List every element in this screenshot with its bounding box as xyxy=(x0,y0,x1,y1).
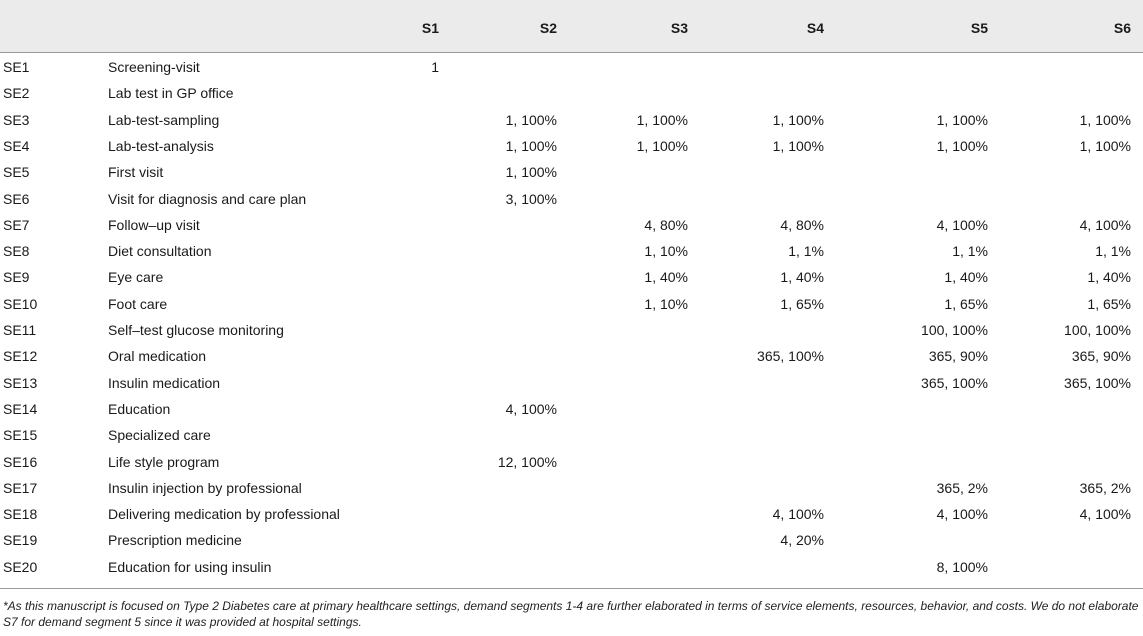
value-cell-s5: 1, 65% xyxy=(944,296,988,312)
value-cell-s6: 365, 2% xyxy=(1079,480,1131,496)
value-cell-s3: 1, 40% xyxy=(644,269,688,285)
row-id-cell: SE8 xyxy=(3,243,30,259)
value-cell-s4: 1, 100% xyxy=(772,112,824,128)
row-id-cell: SE4 xyxy=(3,138,30,154)
value-cell-s5: 365, 100% xyxy=(921,375,988,391)
value-cell-s2: 4, 100% xyxy=(505,401,557,417)
service-element-name-cell: Education for using insulin xyxy=(108,559,272,575)
value-cell-s3: 1, 100% xyxy=(636,112,688,128)
value-cell-s4: 4, 20% xyxy=(780,532,824,548)
value-cell-s4: 1, 65% xyxy=(780,296,824,312)
value-cell-s6: 1, 100% xyxy=(1079,138,1131,154)
service-element-name-cell: Screening-visit xyxy=(108,59,200,75)
value-cell-s4: 1, 1% xyxy=(788,243,824,259)
row-id-cell: SE7 xyxy=(3,217,30,233)
service-element-name-cell: Follow–up visit xyxy=(108,217,200,233)
value-cell-s5: 1, 1% xyxy=(952,243,988,259)
row-id-cell: SE17 xyxy=(3,480,38,496)
row-id-cell: SE9 xyxy=(3,269,30,285)
value-cell-s5: 1, 100% xyxy=(936,112,988,128)
service-element-name-cell: First visit xyxy=(108,164,164,180)
value-cell-s5: 365, 90% xyxy=(928,348,988,364)
service-element-name-cell: Prescription medicine xyxy=(108,532,242,548)
value-cell-s4: 4, 80% xyxy=(780,217,824,233)
value-cell-s6: 365, 100% xyxy=(1064,375,1131,391)
value-cell-s6: 1, 100% xyxy=(1079,112,1131,128)
row-id-cell: SE19 xyxy=(3,532,38,548)
service-element-name-cell: Diet consultation xyxy=(108,243,212,259)
value-cell-s2: 3, 100% xyxy=(505,191,557,207)
service-element-name-cell: Insulin medication xyxy=(108,375,221,391)
value-cell-s5: 4, 100% xyxy=(936,217,988,233)
value-cell-s3: 1, 10% xyxy=(644,296,688,312)
service-element-name-cell: Delivering medication by professional xyxy=(108,506,340,522)
service-element-name-cell: Lab test in GP office xyxy=(108,85,234,101)
value-cell-s4: 365, 100% xyxy=(757,348,824,364)
value-cell-s5: 4, 100% xyxy=(936,506,988,522)
row-id-cell: SE2 xyxy=(3,85,30,101)
row-id-cell: SE15 xyxy=(3,427,38,443)
row-id-cell: SE18 xyxy=(3,506,38,522)
column-header-s6: S6 xyxy=(1113,20,1131,36)
value-cell-s4: 4, 100% xyxy=(772,506,824,522)
value-cell-s2: 1, 100% xyxy=(505,138,557,154)
column-header-s3: S3 xyxy=(670,20,688,36)
service-element-name-cell: Lab-test-sampling xyxy=(108,112,220,128)
value-cell-s5: 365, 2% xyxy=(936,480,988,496)
service-element-name-cell: Lab-test-analysis xyxy=(108,138,214,154)
row-id-cell: SE12 xyxy=(3,348,38,364)
value-cell-s3: 1, 100% xyxy=(636,138,688,154)
row-id-cell: SE1 xyxy=(3,59,30,75)
service-element-name-cell: Oral medication xyxy=(108,348,207,364)
header-divider xyxy=(0,52,1143,53)
value-cell-s2: 1, 100% xyxy=(505,164,557,180)
row-id-cell: SE5 xyxy=(3,164,30,180)
column-header-s5: S5 xyxy=(970,20,988,36)
table-footnote: *As this manuscript is focused on Type 2 Diabetes care at primary healthcare settings, demand segments 1-4 are further elaborated in terms of service elements, resources, behavior, and costs. We do not elaborate S7 for demand segment 5 since it was provided at hospital settings. xyxy=(3,599,1139,629)
value-cell-s5: 1, 100% xyxy=(936,138,988,154)
value-cell-s3: 4, 80% xyxy=(644,217,688,233)
value-cell-s6: 4, 100% xyxy=(1079,506,1131,522)
value-cell-s6: 365, 90% xyxy=(1071,348,1131,364)
row-id-cell: SE10 xyxy=(3,296,38,312)
service-element-name-cell: Education xyxy=(108,401,171,417)
value-cell-s4: 1, 40% xyxy=(780,269,824,285)
value-cell-s6: 100, 100% xyxy=(1064,322,1131,338)
row-id-cell: SE20 xyxy=(3,559,38,575)
service-element-name-cell: Self–test glucose monitoring xyxy=(108,322,284,338)
value-cell-s2: 12, 100% xyxy=(497,454,557,470)
service-element-name-cell: Insulin injection by professional xyxy=(108,480,302,496)
value-cell-s6: 1, 65% xyxy=(1087,296,1131,312)
value-cell-s3: 1, 10% xyxy=(644,243,688,259)
value-cell-s4: 1, 100% xyxy=(772,138,824,154)
value-cell-s5: 8, 100% xyxy=(936,559,988,575)
column-header-s2: S2 xyxy=(539,20,557,36)
table-bottom-divider xyxy=(0,588,1143,589)
column-header-s4: S4 xyxy=(806,20,824,36)
value-cell-s5: 1, 40% xyxy=(944,269,988,285)
row-id-cell: SE11 xyxy=(3,322,37,338)
service-element-name-cell: Eye care xyxy=(108,269,164,285)
value-cell-s2: 1, 100% xyxy=(505,112,557,128)
value-cell-s6: 4, 100% xyxy=(1079,217,1131,233)
row-id-cell: SE6 xyxy=(3,191,30,207)
value-cell-s6: 1, 1% xyxy=(1095,243,1131,259)
column-header-s1: S1 xyxy=(421,20,439,36)
value-cell-s1: 1 xyxy=(431,59,439,75)
value-cell-s5: 100, 100% xyxy=(921,322,988,338)
service-element-name-cell: Specialized care xyxy=(108,427,211,443)
service-element-name-cell: Foot care xyxy=(108,296,168,312)
service-element-name-cell: Visit for diagnosis and care plan xyxy=(108,191,307,207)
value-cell-s6: 1, 40% xyxy=(1087,269,1131,285)
row-id-cell: SE14 xyxy=(3,401,38,417)
row-id-cell: SE13 xyxy=(3,375,38,391)
row-id-cell: SE16 xyxy=(3,454,38,470)
service-element-name-cell: Life style program xyxy=(108,454,220,470)
row-id-cell: SE3 xyxy=(3,112,30,128)
